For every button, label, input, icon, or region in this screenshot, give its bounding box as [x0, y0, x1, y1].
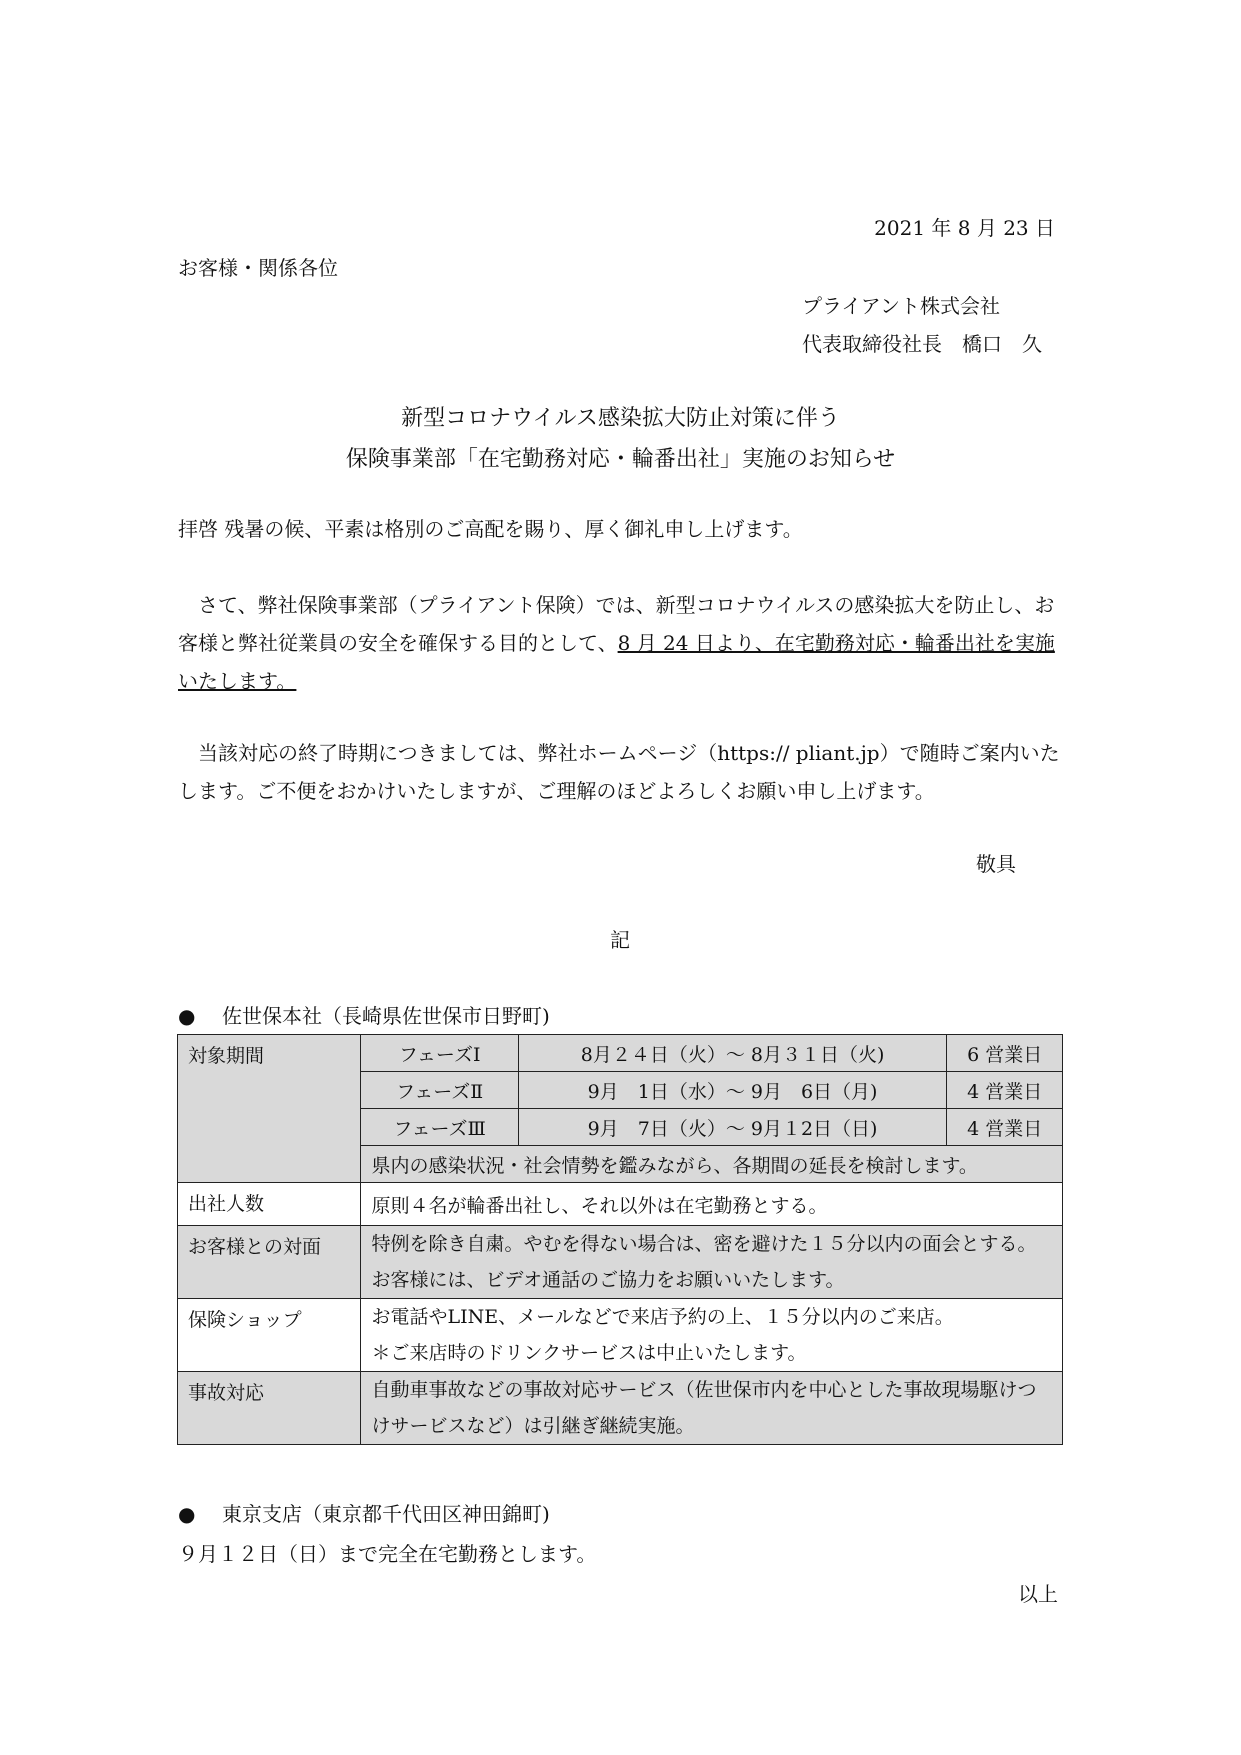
title-line-2: 保険事業部「在宅勤務対応・輪番出社」実施のお知らせ	[345, 447, 896, 472]
table-row	[178, 1226, 1063, 1299]
phase-days: 4 営業日	[947, 1109, 1063, 1146]
document-date: 2021 年 8 月 23 日	[874, 216, 1055, 240]
shop-value-line-1: お電話やLINE、メールなどで来店予約の上、１５分以内のご来店。	[371, 1306, 954, 1328]
paragraph-2: 当該対応の終了時期につきましては、弊社ホームページ（https:// pliant.jp）で随時ご案内いたします。ご不便をおかけいたしますが、ご理解のほどよろしくお願い申し上げます。	[178, 741, 1060, 803]
tokyo-heading	[178, 1498, 550, 1527]
bullet-icon: ●	[178, 1004, 196, 1028]
accident-label: 事故対応	[178, 1372, 361, 1445]
shop-label: 保険ショップ	[178, 1299, 361, 1372]
paragraph-1-underlined: 8 月 24 日より、在宅勤務対応・輪番出社を実施いたします。	[178, 631, 1055, 693]
representative: 代表取締役社長 橋口 久	[802, 332, 1042, 356]
accident-value: 自動車事故などの事故対応サービス（佐世保市内を中心とした事故現場駆けつけサービスなど）は引継ぎ継続実施。	[361, 1372, 1063, 1445]
period-label: 対象期間	[178, 1035, 361, 1183]
phase-days: 6 営業日	[947, 1035, 1063, 1072]
tokyo-heading-text: 東京支店（東京都千代田区神田錦町)	[222, 1502, 550, 1526]
bullet-icon: ●	[178, 1502, 196, 1526]
staff-label: 出社人数	[178, 1183, 361, 1226]
table-row	[178, 1299, 1063, 1372]
phase-period: 8月２４日（火）～ 8月３１日（火)	[518, 1035, 946, 1072]
paragraph-1	[178, 586, 1068, 700]
phase-name: フェーズⅠ	[361, 1035, 518, 1072]
table-row	[178, 1035, 1063, 1072]
table-row	[178, 1372, 1063, 1445]
table-row	[178, 1183, 1063, 1226]
addressee: お客様・関係各位	[178, 256, 338, 280]
shop-value	[361, 1299, 1063, 1372]
sasebo-table	[177, 1034, 1063, 1445]
meeting-value: 特例を除き自粛。やむを得ない場合は、密を避けた１５分以内の面会とする。お客様には、ビデオ通話のご協力をお願いいたします。	[361, 1226, 1063, 1299]
staff-value: 原則４名が輪番出社し、それ以外は在宅勤務とする。	[361, 1183, 1063, 1226]
tokyo-note: ９月１２日（日）まで完全在宅勤務とします。	[178, 1542, 597, 1566]
ki-marker: 記	[610, 928, 630, 952]
title-line-1: 新型コロナウイルス感染拡大防止対策に伴う	[401, 406, 840, 431]
phase-days: 4 営業日	[947, 1072, 1063, 1109]
period-note: 県内の感染状況・社会情勢を鑑みながら、各期間の延長を検討します。	[361, 1146, 1063, 1183]
company-name: プライアント株式会社	[802, 294, 1000, 318]
end-marker: 以上	[1018, 1582, 1058, 1606]
phase-name: フェーズⅡ	[361, 1072, 518, 1109]
meeting-label: お客様との対面	[178, 1226, 361, 1299]
phase-period: 9月 7日（火）～ 9月１2日（日)	[518, 1109, 946, 1146]
sasebo-heading-text: 佐世保本社（長崎県佐世保市日野町)	[222, 1004, 550, 1028]
paragraph-1-text: さて、弊社保険事業部（プライアント保険）では、新型コロナウイルスの感染拡大を防止し、お客様と弊社従業員の安全を確保する目的として、	[178, 593, 1055, 655]
shop-value-line-2: ＊ご来店時のドリンクサービスは中止いたします。	[371, 1342, 807, 1364]
sasebo-heading	[178, 1000, 550, 1029]
greeting: 拝啓 残暑の候、平素は格別のご高配を賜り、厚く御礼申し上げます。	[178, 517, 803, 541]
phase-name: フェーズⅢ	[361, 1109, 518, 1146]
closing-keigu: 敬具	[976, 852, 1016, 876]
phase-period: 9月 1日（水）～ 9月 6日（月)	[518, 1072, 946, 1109]
